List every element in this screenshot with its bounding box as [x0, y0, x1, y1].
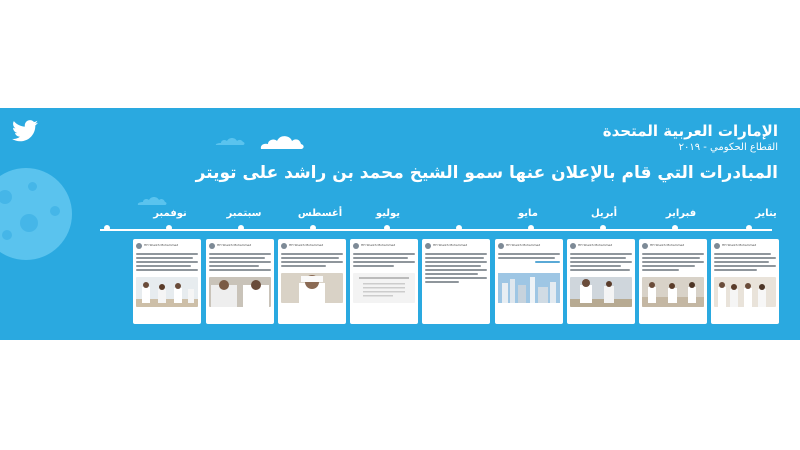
tweet-photo: [136, 277, 198, 307]
tweet-photo: [281, 273, 343, 303]
banner: [0, 108, 800, 340]
month-label: يوليو: [375, 208, 401, 219]
month-label: أبريل: [590, 208, 618, 219]
moon-decoration: [0, 168, 72, 260]
timeline-dot: [104, 225, 110, 231]
account-name: HH Sheikh Mohammed: [217, 243, 252, 248]
timeline-dot: [238, 225, 244, 231]
account-name: HH Sheikh Mohammed: [433, 243, 468, 248]
cloud-icon: [210, 136, 246, 146]
tweet-photo: [353, 273, 415, 303]
tweet-photo: [714, 277, 776, 307]
timeline-dot: [746, 225, 752, 231]
month-label: أغسطس: [297, 208, 343, 219]
avatar: [209, 243, 215, 249]
tweet-photo: [642, 277, 704, 307]
tweet-photo: [498, 269, 560, 307]
avatar: [353, 243, 359, 249]
timeline-dot: [384, 225, 390, 231]
tweet-card[interactable]: [711, 239, 779, 324]
avatar: [425, 243, 431, 249]
timeline-dot: [528, 225, 534, 231]
avatar: [136, 243, 142, 249]
tweet-card[interactable]: [133, 239, 201, 324]
account-name: HH Sheikh Mohammed: [289, 243, 324, 248]
tweet-card[interactable]: [567, 239, 635, 324]
avatar: [714, 243, 720, 249]
tweet-photo: [570, 277, 632, 307]
month-label: نوفمبر: [153, 208, 187, 219]
banner-title: الإمارات العربية المتحدة: [602, 122, 778, 140]
timeline-dot: [310, 225, 316, 231]
month-label: سبتمبر: [226, 208, 262, 219]
account-name: HH Sheikh Mohammed: [578, 243, 613, 248]
account-name: HH Sheikh Mohammed: [361, 243, 396, 248]
tweet-card[interactable]: [278, 239, 346, 324]
banner-subtitle: القطاع الحكومي - ٢٠١٩: [678, 142, 778, 153]
avatar: [498, 243, 504, 249]
avatar: [570, 243, 576, 249]
cloud-icon: [245, 128, 305, 150]
twitter-bird-icon: [12, 120, 38, 142]
month-label: فبراير: [665, 208, 697, 219]
tweet-photo: [209, 277, 271, 307]
avatar: [642, 243, 648, 249]
tweet-card[interactable]: [495, 239, 563, 324]
timeline-dot: [600, 225, 606, 231]
timeline-dot: [456, 225, 462, 231]
tweet-card[interactable]: [639, 239, 707, 324]
account-name: HH Sheikh Mohammed: [722, 243, 757, 248]
timeline-line: [100, 229, 772, 231]
tweet-card[interactable]: [206, 239, 274, 324]
headline: المبادرات التي قام بالإعلان عنها سمو الشيخ محمد بن راشد على تويتر: [195, 163, 778, 183]
account-name: HH Sheikh Mohammed: [650, 243, 685, 248]
month-label: مايو: [518, 208, 538, 219]
tweet-card[interactable]: [422, 239, 490, 324]
timeline-dot: [166, 225, 172, 231]
account-name: HH Sheikh Mohammed: [506, 243, 541, 248]
avatar: [281, 243, 287, 249]
timeline-dot: [672, 225, 678, 231]
month-label: يناير: [755, 208, 777, 219]
tweet-card[interactable]: [350, 239, 418, 324]
cloud-icon: [128, 194, 168, 206]
account-name: HH Sheikh Mohammed: [144, 243, 179, 248]
